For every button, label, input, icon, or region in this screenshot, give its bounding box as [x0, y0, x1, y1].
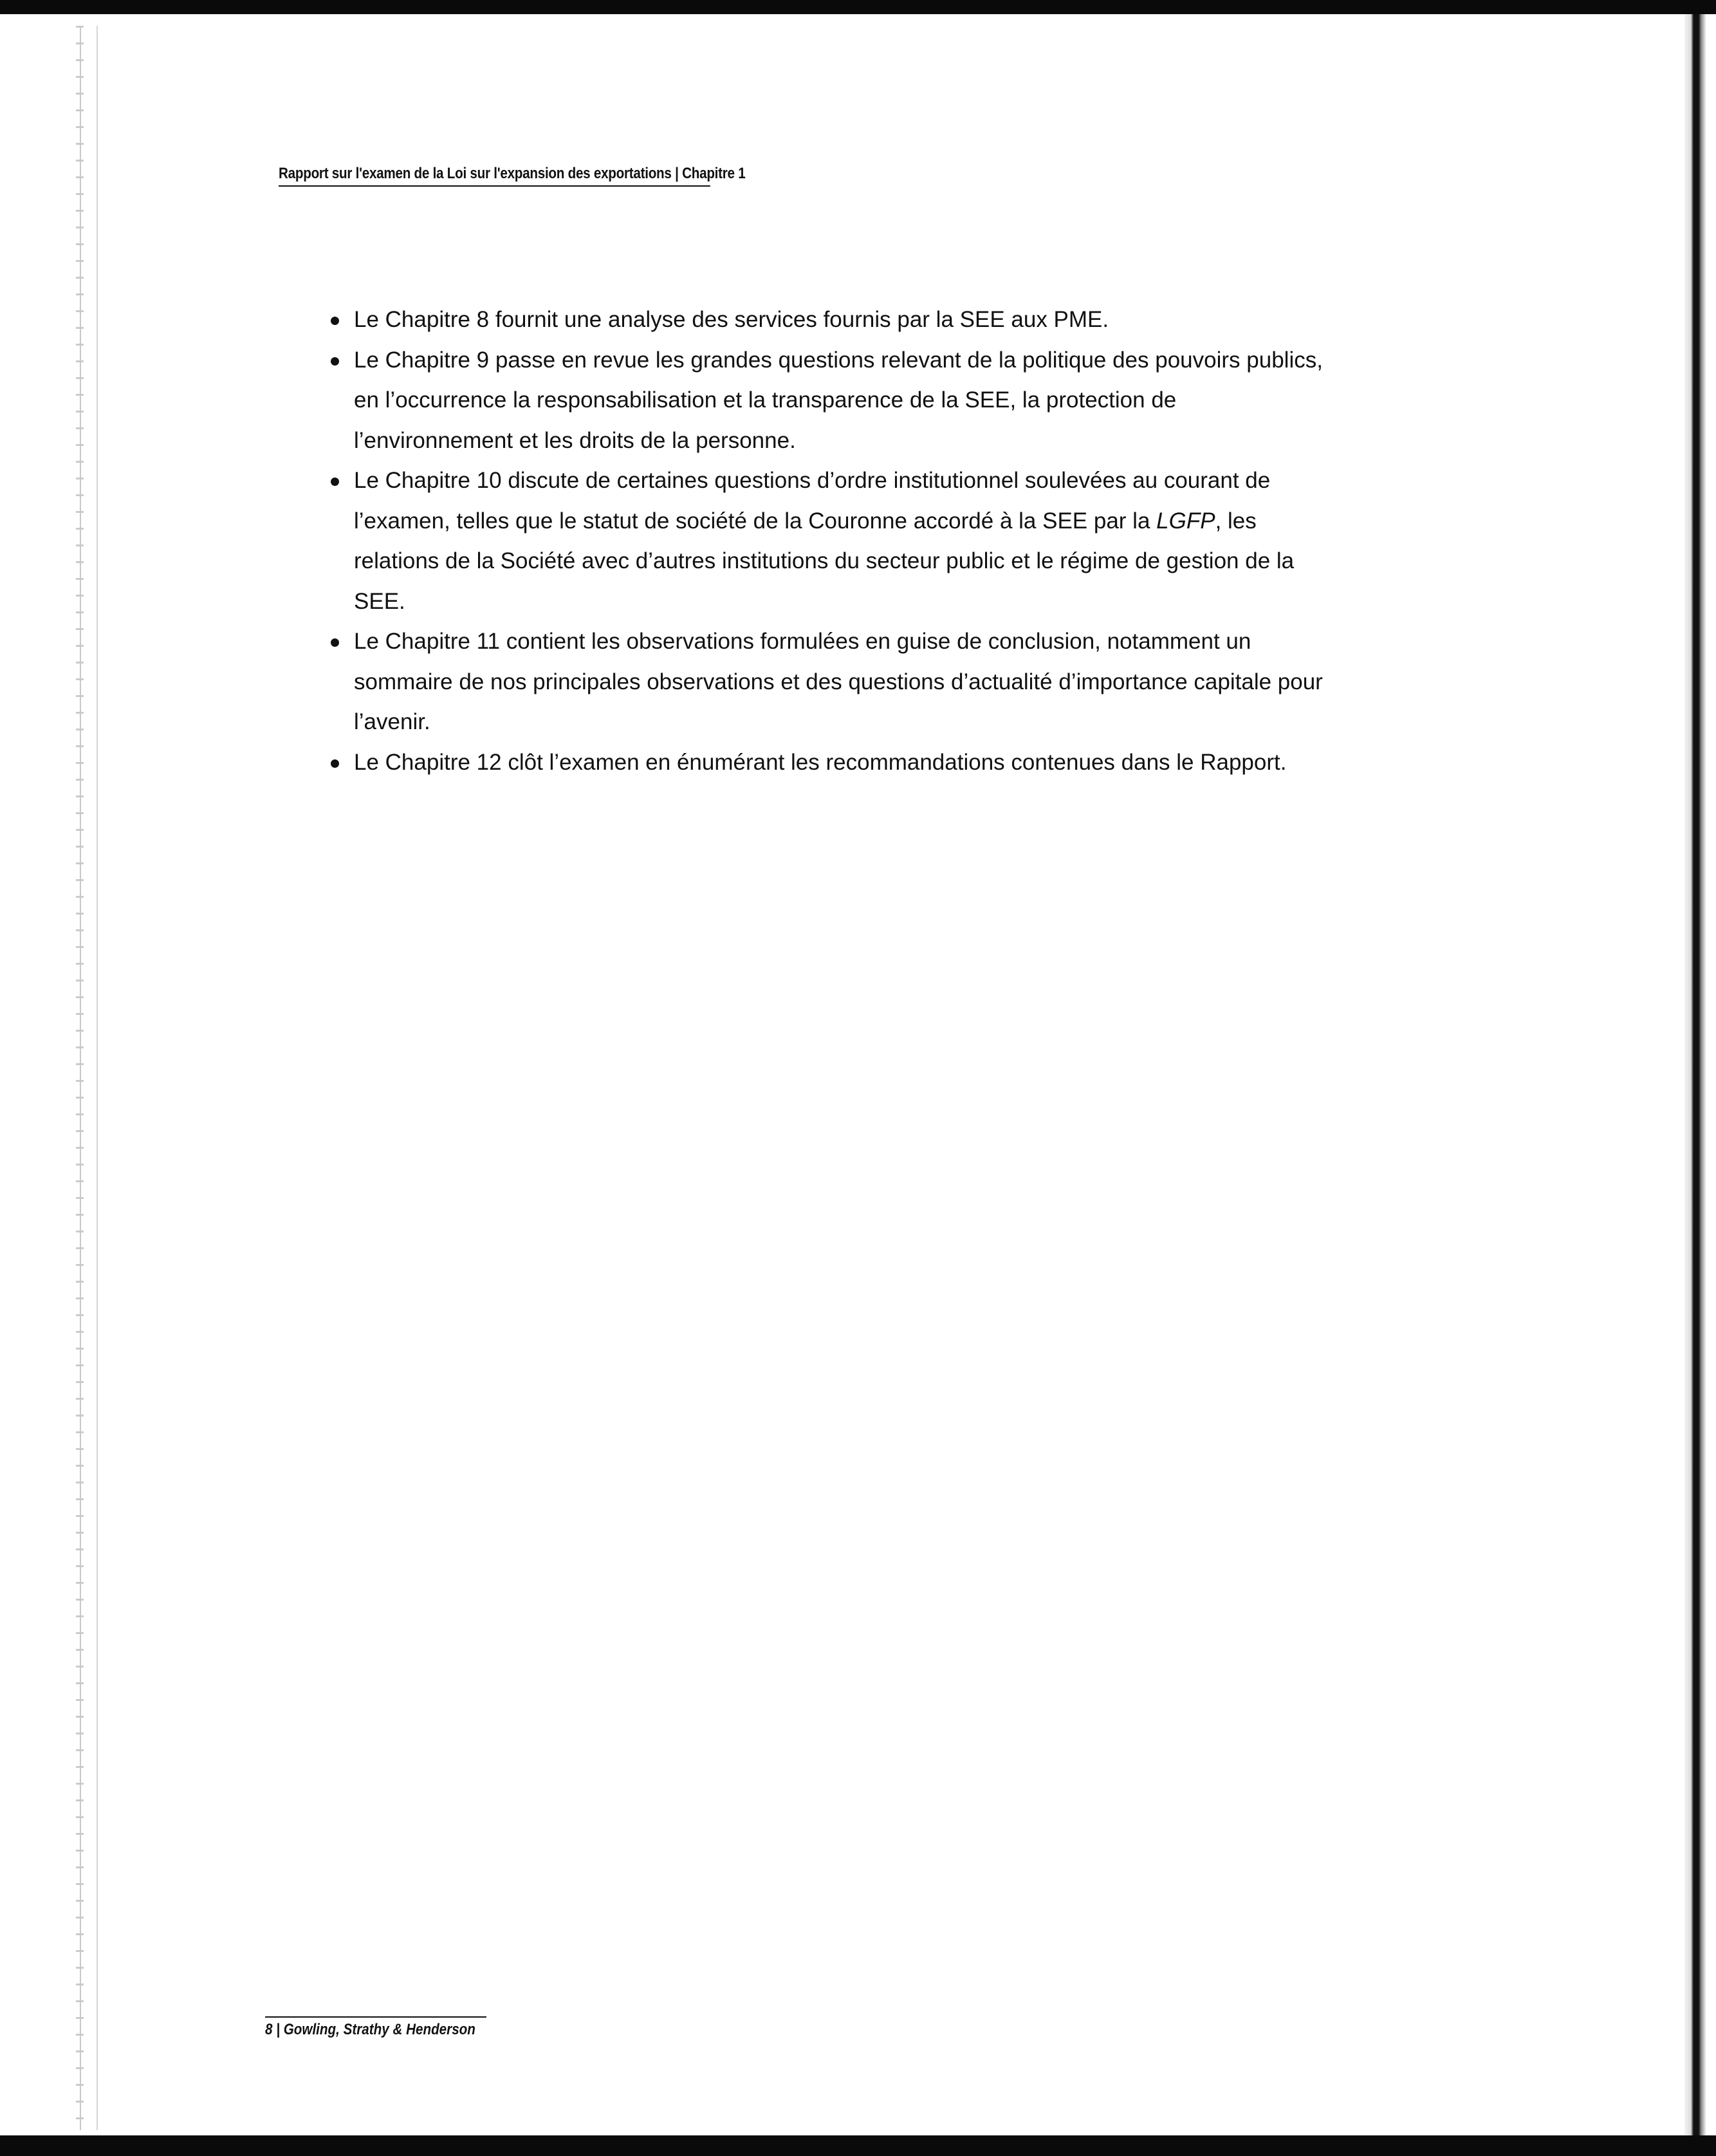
scan-margin-line-inner — [97, 26, 98, 2130]
bullet-icon — [331, 478, 339, 486]
list-item-text: Le Chapitre 8 fournit une analyse des services fournis par la SEE aux PME. — [354, 307, 1109, 332]
list-item-text: Le Chapitre 10 discute de certaines questions d’ordre institutionnel soulevées au courant de l’examen, telles que le statut de société de la Couronne accordé à la SEE par la — [354, 468, 1271, 534]
running-footer: 8 | Gowling, Strathy & Henderson — [265, 2016, 486, 2040]
bullet-icon — [331, 317, 339, 325]
list-item-chapter-8 — [326, 300, 1329, 340]
scan-border-top — [0, 0, 1716, 14]
bullet-icon — [331, 357, 339, 366]
scan-margin-line — [80, 26, 81, 2130]
chapter-summary-list — [326, 300, 1329, 783]
list-item-text: Le Chapitre 12 clôt l’examen en énumérant les recommandations contenues dans le Rapport. — [354, 749, 1287, 775]
bullet-icon — [331, 638, 339, 647]
list-item-text-continued: , les relations de la Société avec d’autres institutions du secteur public et le régime de gestion de la SEE. — [354, 508, 1295, 614]
scan-border-bottom — [0, 2135, 1716, 2156]
running-header: Rapport sur l'examen de la Loi sur l'expansion des exportations | Chapitre 1 — [279, 163, 710, 187]
chapter-summary-list-container — [326, 300, 1329, 783]
bullet-icon — [331, 759, 339, 768]
list-item-chapter-11 — [326, 622, 1329, 743]
list-item-chapter-10 — [326, 461, 1329, 622]
list-item-text: Le Chapitre 9 passe en revue les grandes questions relevant de la politique des pouvoirs publics, en l’occurrence la responsabilisation et la transparence de la SEE, la protection de l’environnement et les droits de la personne. — [354, 347, 1323, 453]
scan-border-right — [1684, 14, 1716, 2135]
list-item-text: Le Chapitre 11 contient les observations formulées en guise de conclusion, notamment un sommaire de nos principales observations et des questions d’actualité d’importance capitale pour l’avenir. — [354, 629, 1323, 734]
list-item-chapter-9 — [326, 340, 1329, 461]
list-item-chapter-12 — [326, 743, 1329, 783]
list-item-italic-term: LGFP — [1156, 508, 1215, 534]
